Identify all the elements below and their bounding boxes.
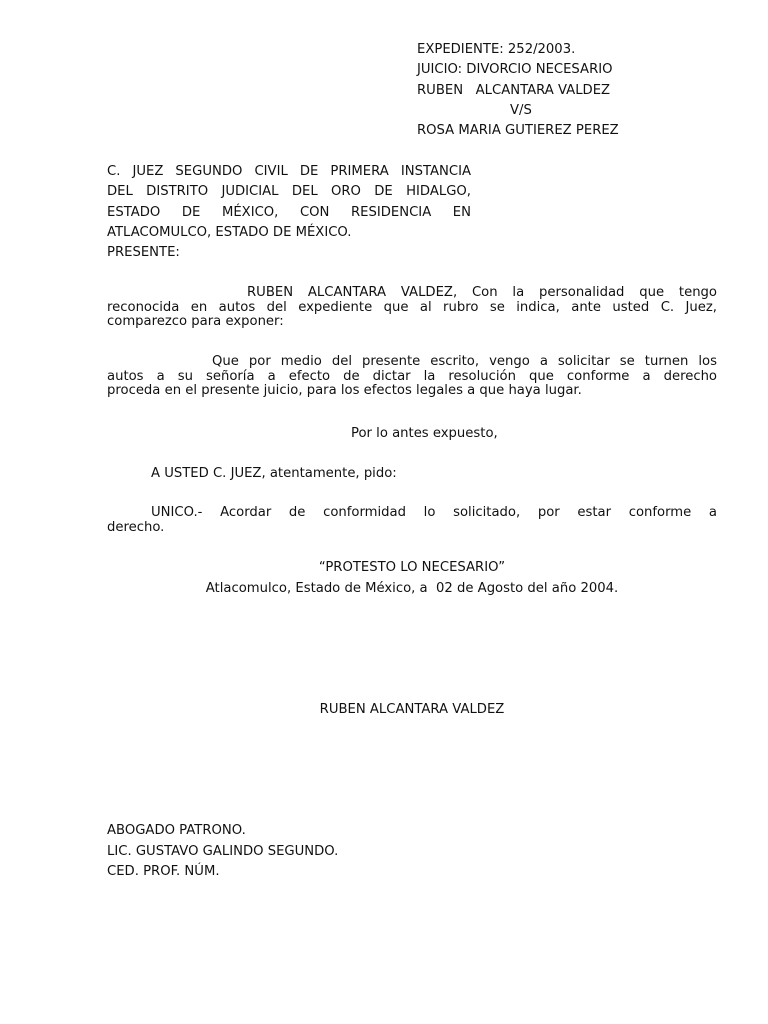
paragraph-unico [107, 506, 717, 535]
por-lo-antes-line [351, 424, 498, 444]
lawyer-block [107, 821, 338, 883]
paragraph-line: Que por medio del presente escrito, vengo a solicitar se turnen los [212, 354, 717, 369]
paragraph-line: reconocida en autos del expediente que al rubro se indica, ante usted C. Juez, [107, 299, 717, 315]
footer-line: LIC. GUSTAVO GALINDO SEGUNDO. [107, 843, 339, 859]
footer-line: ABOGADO PATRONO. [107, 823, 246, 838]
paragraph-line: autos a su señoría a efecto de dictar la resolución que conforme a derecho [107, 368, 717, 384]
paragraph-personalidad [107, 286, 717, 330]
address-line: C. JUEZ SEGUNDO CIVIL DE PRIMERA INSTANCIA [107, 164, 471, 179]
footer-line: CED. PROF. NÚM. [107, 864, 220, 879]
signature-name: RUBEN ALCANTARA VALDEZ [319, 702, 505, 717]
paragraph-line: RUBEN ALCANTARA VALDEZ, Con la personalidad que tengo [247, 285, 717, 300]
protesto-line: “PROTESTO LO NECESARIO” [318, 560, 506, 575]
por-lo-antes-text: Por lo antes expuesto, [351, 426, 498, 441]
juicio-line: JUICIO: DIVORCIO NECESARIO [417, 62, 613, 78]
address-line: ESTADO DE MÉXICO, CON RESIDENCIA EN [107, 204, 471, 220]
paragraph-line: proceda en el presente juicio, para los efectos legales a que haya lugar. [107, 383, 582, 398]
paragraph-line: comparezco para exponer: [107, 314, 284, 329]
case-header [417, 40, 619, 141]
paragraph-line: UNICO.- Acordar de conformidad lo solicitado, por estar conforme a [151, 505, 717, 520]
actor-line: RUBEN ALCANTARA VALDEZ [417, 82, 611, 98]
address-line: PRESENTE: [107, 245, 180, 261]
address-line: ATLACOMULCO, ESTADO DE MÉXICO. [107, 224, 352, 240]
paragraph-line: derecho. [107, 519, 165, 535]
demandada-line: ROSA MARIA GUTIEREZ PEREZ [417, 123, 619, 139]
a-usted-text: A USTED C. JUEZ, atentamente, pido: [151, 466, 397, 481]
vs-line: V/S [510, 102, 532, 118]
address-line: DEL DISTRITO JUDICIAL DEL ORO DE HIDALGO, [107, 184, 471, 200]
expediente-line: EXPEDIENTE: 252/2003. [417, 42, 576, 57]
addressee-block [107, 162, 471, 263]
paragraph-solicitud [107, 355, 717, 399]
place-date-line: Atlacomulco, Estado de México, a 02 de Agosto del año 2004. [205, 581, 619, 596]
a-usted-line [151, 464, 397, 484]
